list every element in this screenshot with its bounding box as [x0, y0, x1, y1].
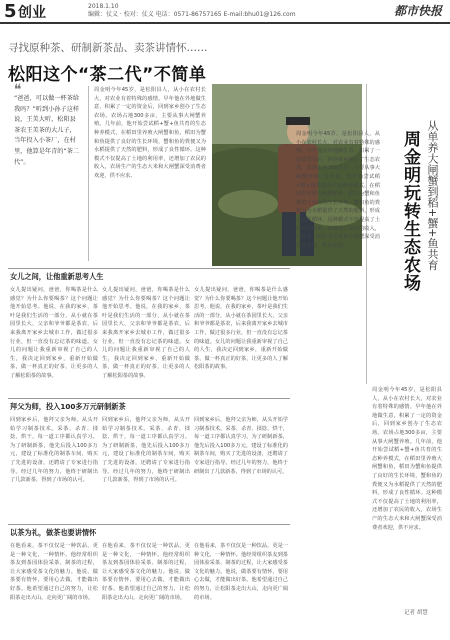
quote-mark-icon: ❝ [14, 82, 22, 98]
headline-title: 松阳这个“茶二代”不简单 [8, 65, 207, 85]
pull-quote-text: “爸爸，可以做一杯茶给我吗？”听到小孙子这样说，王美大听，松阳县茶农王美茶的大儿子，当年投入小茶厂，在村里，他算是年青的“茶二代”。 [14, 95, 80, 166]
section-body-2c: 回到家乡后，他拜父亲为师，从头开始学习制茶技术。采茶、杀青、揉捻、烘干，每一道工序都认真学习。为了研制新茶，他先后投入100多万元，建设了标准化的制茶车间，购买了先进的设备，还聘请了专家进行指导。经过几年的努力，他终于研制出了几款新茶，得到了市场的认可。 [194, 417, 288, 475]
header-meta [88, 3, 296, 19]
newspaper-logo: 都市快报 [393, 4, 442, 18]
section-body-3b: 在他看来，茶不仅仅是一种饮品，更是一种文化，一种情怀。他经常组织茶友到茶园体验采茶、制茶的过程，让大家感受茶文化的魅力。他说，做茶要有情怀，要用心去做，才能做出好茶。他希望通过自己的努力，让松阳茶走出大山，走向更广阔的市场。 [102, 543, 190, 601]
feature-title: 周金明玩转生态农场 [400, 130, 420, 292]
column-divider [88, 86, 89, 261]
section-body-3c: 在他看来，茶不仅仅是一种饮品，更是一种文化，一种情怀。他经常组织茶友到茶园体验采茶、制茶的过程，让大家感受茶文化的魅力。他说，做茶要有情怀，要用心去做，才能做出好茶。他希望通过自己的努力，让松阳茶走出大山，走向更广阔的市场。 [194, 543, 288, 601]
byline: 记者 胡慧 [404, 610, 428, 616]
section-heading-1: 女儿之间，让他重新思考人生 [10, 272, 104, 281]
section-rule [8, 398, 290, 399]
pull-quote [14, 82, 82, 168]
intro-text: 周金明今年45岁，是松阳县人，从小在农村长大，对农业有着特殊的感情。早年他在外地做生意，积累了一定的资金后，回到家乡创办了生态农场。农场占地300多亩，主要从事大闸蟹养殖。几年前，他开始尝试稻+蟹+鱼共育的生态种养模式，在稻田里养殖大闸蟹和鱼，稻田为蟹和鱼提供了良好的生长环境，蟹和鱼的粪便又为水稻提供了天然的肥料，形成了良性循环。这种模式不仅提高了土地的利用率，还增加了农民的收入，农场生产的生态大米和大闸蟹深受消费者欢迎，供不应求。 [94, 87, 206, 179]
section-body-3a: 在他看来，茶不仅仅是一种饮品，更是一种文化，一种情怀。他经常组织茶友到茶园体验采茶、制茶的过程，让大家感受茶文化的魅力。他说，做茶要有情怀，要用心去做，才能做出好茶。他希望通过自己的努力，让松阳茶走出大山，走向更广阔的市场。 [10, 543, 98, 601]
feature-body: 周金明今年45岁，是松阳县人，从小在农村长大，对农业有着特殊的感情。早年他在外地做生意，积累了一定的资金后，回到家乡创办了生态农场。农场占地300多亩，主要从事大闸蟹养殖。几年前，他开始尝试稻+蟹+鱼共育的生态种养模式，在稻田里养殖大闸蟹和鱼，稻田为蟹和鱼提供了良好的生长环境，蟹和鱼的粪便又为水稻提供了天然的肥料，形成了良性循环。这种模式不仅提高了土地的利用率，还增加了农民的收入，农场生产的生态大米和大闸蟹深受消费者欢迎，供不应求。 [296, 131, 380, 249]
section-heading-3: 以茶为礼，做茶也要讲情怀 [10, 528, 97, 537]
feature-body-continued: 周金明今年45岁，是松阳县人，从小在农村长大，对农业有着特殊的感情。早年他在外地做生意，积累了一定的资金后，回到家乡创办了生态农场。农场占地300多亩，主要从事大闸蟹养殖。几年前，他开始尝试稻+蟹+鱼共育的生态种养模式，在稻田里养殖大闸蟹和鱼，稻田为蟹和鱼提供了良好的生长环境，蟹和鱼的粪便又为水稻提供了天然的肥料，形成了良性循环。这种模式不仅提高了土地的利用率，还增加了农民的收入，农场生产的生态大米和大闸蟹深受消费者欢迎，供不应求。 [372, 387, 442, 531]
headline-subtitle: 寻找原种茶、研制新茶品、卖茶讲情怀…… [8, 42, 208, 54]
column-name: 创业 [18, 5, 46, 21]
section-heading-2: 拜父为师，投入100多万元研制新茶 [10, 402, 126, 411]
section-body-2b: 回到家乡后，他拜父亲为师，从头开始学习制茶技术。采茶、杀青、揉捻、烘干，每一道工序都认真学习。为了研制新茶，他先后投入100多万元，建设了标准化的制茶车间，购买了先进的设备，还聘请了专家进行指导。经过几年的努力，他终于研制出了几款新茶，得到了市场的认可。 [102, 417, 190, 484]
section-body-1a: 女儿提出疑问，爸爸，你喝茶是什么感觉？为什么你要喝茶？这个问题让他开始思考。他说，在我的家乡，茶叶是我们生活的一部分，从小就在茶园里长大，父亲和爷爷都是茶农，后来我离开家乡去城市工作，做过很多行业，但一直没有忘记茶的味道。女儿的问题让我重新审视了自己的人生，我决定回到家乡，重新开始做茶，做一杯真正的好茶，让更多的人了解松阳茶的故事。 [10, 287, 98, 379]
page-header [0, 0, 450, 24]
issue-date: 2018.1.10 [88, 3, 119, 10]
section-body-1b: 女儿提出疑问，爸爸，你喝茶是什么感觉？为什么你要喝茶？这个问题让他开始思考。他说，在我的家乡，茶叶是我们生活的一部分，从小就在茶园里长大，父亲和爷爷都是茶农，后来我离开家乡去城市工作，做过很多行业，但一直没有忘记茶的味道。女儿的问题让我重新审视了自己的人生，我决定回到家乡，重新开始做茶，做一杯真正的好茶，让更多的人了解松阳茶的故事。 [102, 287, 190, 379]
section-rule [8, 268, 290, 269]
page-number: 5 [4, 1, 17, 22]
feature-subtitle: 从单养大闸蟹到稻+蟹+鱼共育 [426, 120, 439, 271]
section-rule [8, 524, 290, 525]
section-body-1c: 女儿提出疑问，爸爸，你喝茶是什么感觉？为什么你要喝茶？这个问题让他开始思考。他说，在我的家乡，茶叶是我们生活的一部分，从小就在茶园里长大，父亲和爷爷都是茶农，后来我离开家乡去城市工作，做过很多行业，但一直没有忘记茶的味道。女儿的问题让我重新审视了自己的人生，我决定回到家乡，重新开始做茶，做一杯真正的好茶，让更多的人了解松阳茶的故事。 [194, 287, 288, 371]
section-body-2a: 回到家乡后，他拜父亲为师，从头开始学习制茶技术。采茶、杀青、揉捻、烘干，每一道工序都认真学习。为了研制新茶，他先后投入100多万元，建设了标准化的制茶车间，购买了先进的设备，还聘请了专家进行指导。经过几年的努力，他终于研制出了几款新茶，得到了市场的认可。 [10, 417, 98, 484]
editor-contact: 编辑：仗义 · 校对：仗义 电话：0571-86757165 E-mail:bhu01@126.com [88, 11, 296, 18]
